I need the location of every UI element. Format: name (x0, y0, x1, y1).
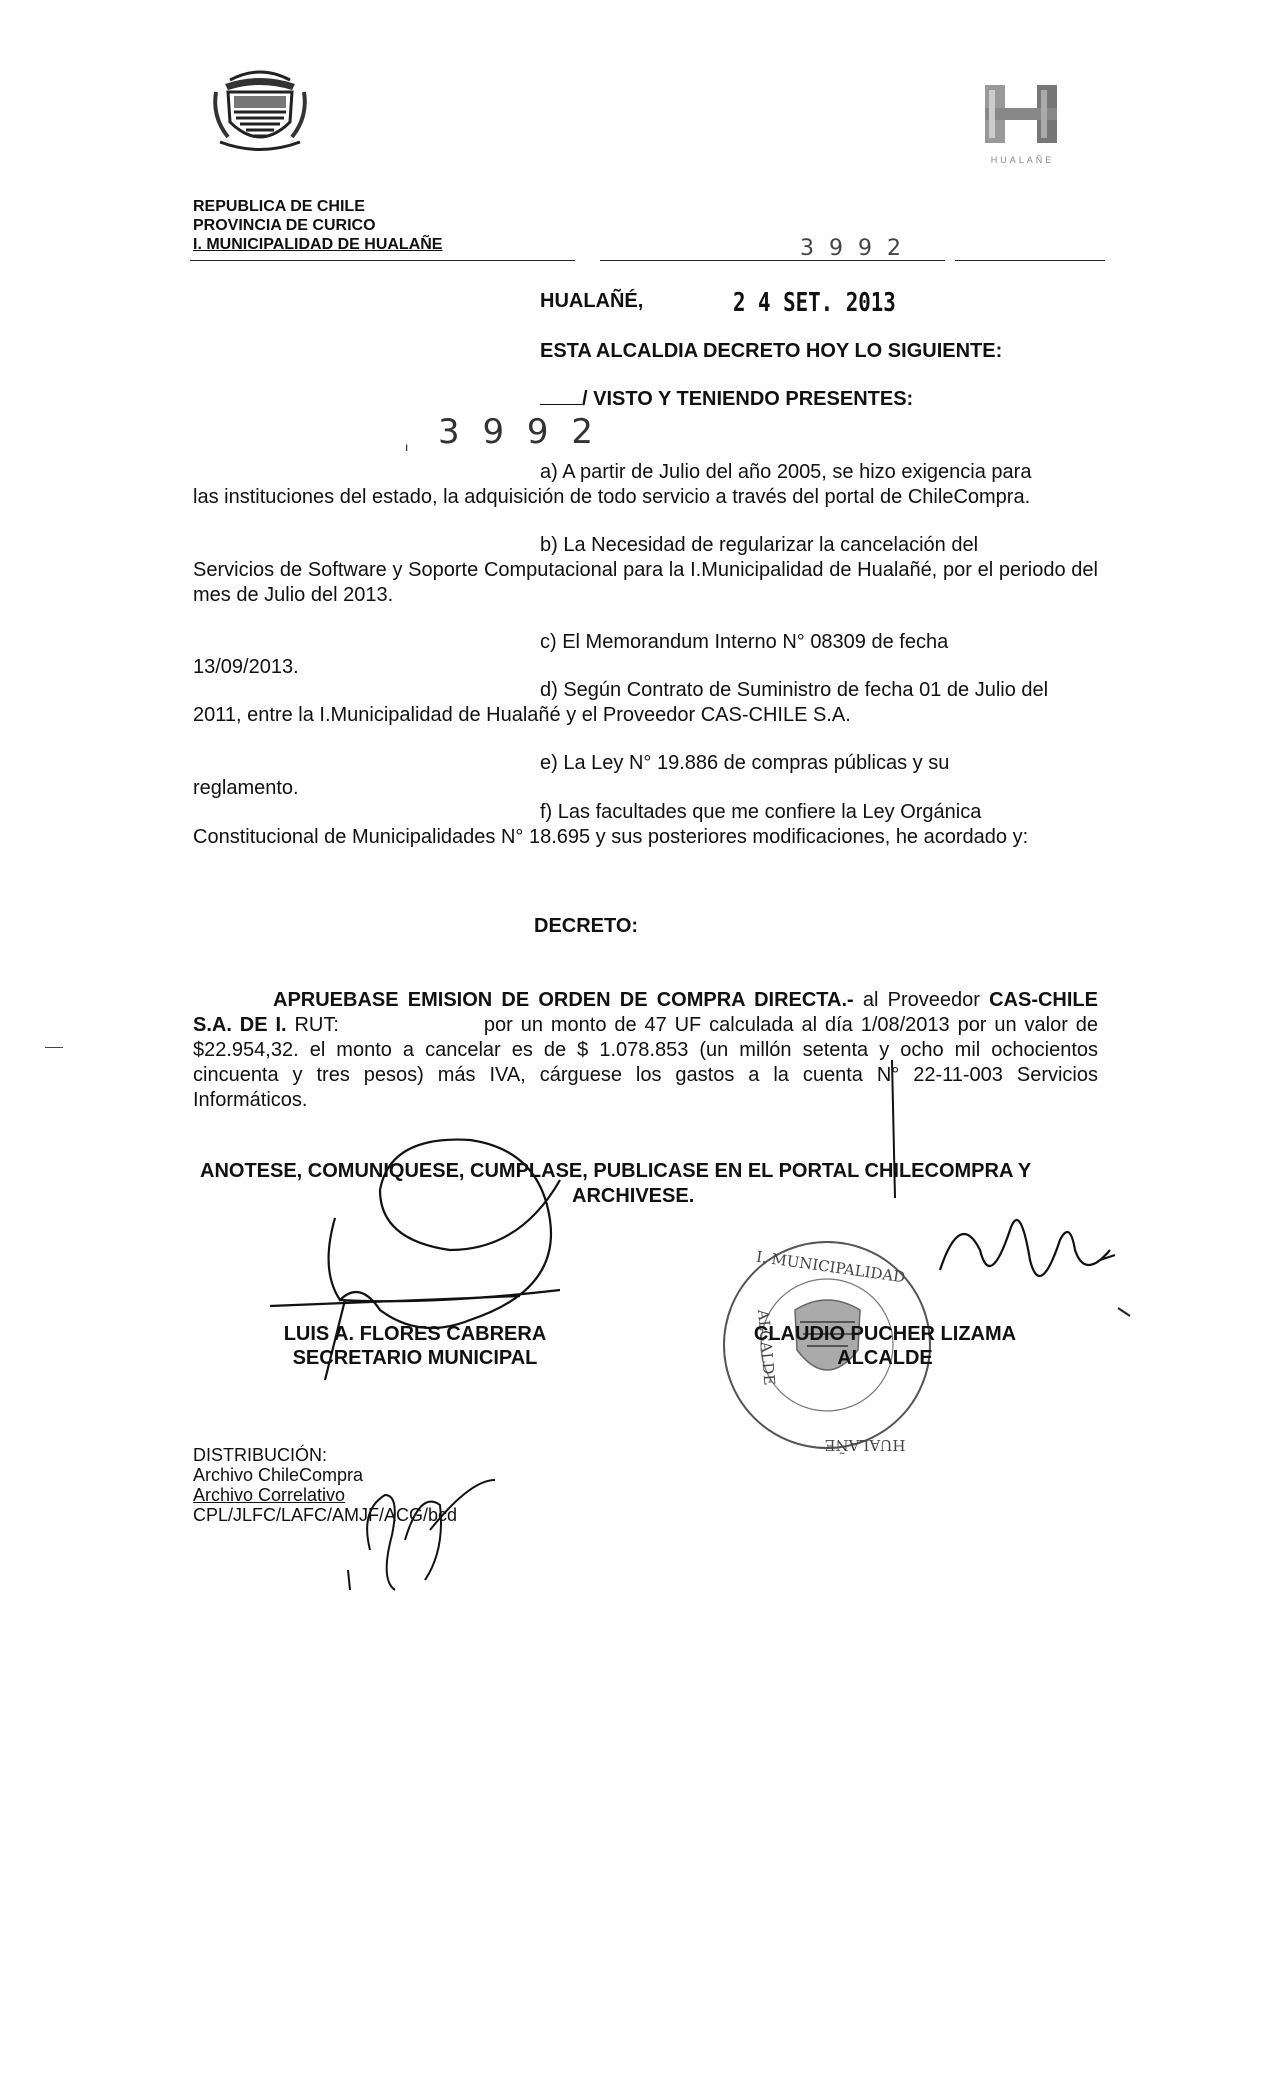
consideration-lead: d) Según Contrato de Suministro de fecha 01 de Julio del (540, 679, 1049, 701)
signatory-name: LUIS A. FLORES CABRERA (283, 1323, 547, 1345)
stamp-bottom-text: HUALAÑE (824, 1436, 906, 1454)
decree-rut: RUT: (294, 1014, 339, 1036)
consideration-a (193, 460, 1098, 510)
country-name: REPUBLICA DE CHILE (193, 198, 365, 215)
consideration-lead: f) Las facultades que me confiere la Ley Orgánica (540, 801, 982, 823)
consideration-rest: reglamento. (193, 777, 299, 799)
signatory-mayor (740, 1322, 1030, 1370)
decree-number-handwritten: 3 9 9 2 (438, 412, 599, 452)
consideration-lead: c) El Memorandum Interno N° 08309 de fecha (540, 631, 949, 653)
consideration-rest: Servicios de Software y Soporte Computacional para la I.Municipalidad de Hualañé, por el periodo del mes de Julio del 2013. (193, 559, 1098, 606)
decree-heading: DECRETO: (534, 915, 639, 937)
signatory-name: CLAUDIO PUCHER LIZAMA (753, 1323, 1017, 1345)
consideration-b (193, 533, 1098, 608)
place-label: HUALAÑÉ, (540, 290, 644, 312)
decree-intro: ESTA ALCALDIA DECRETO HOY LO SIGUIENTE: (540, 340, 1003, 362)
consideration-rest: 13/09/2013. (193, 656, 299, 678)
coat-of-arms-icon (210, 62, 310, 157)
consideration-rest: las instituciones del estado, la adquisición de todo servicio a través del portal de ChileCompra. (193, 486, 1031, 508)
signatures-overlay (0, 950, 1275, 2100)
consideration-e (193, 751, 1098, 801)
distribution-heading: DISTRIBUCIÓN: (193, 1445, 328, 1465)
margin-mark: ı (405, 440, 409, 454)
closing-line-1: ANOTESE, COMUNIQUESE, CUMPLASE, PUBLICASE EN EL PORTAL CHILECOMPRA Y (200, 1160, 1032, 1182)
municipality-name: I. MUNICIPALIDAD DE HUALAÑE (193, 236, 443, 253)
distribution-item: Archivo ChileCompra (193, 1465, 364, 1485)
decree-lead: APRUEBASE EMISION DE ORDEN DE COMPRA DIRECTA.- (273, 989, 854, 1011)
visto-line (540, 388, 913, 411)
vertical-pen-line (892, 1060, 895, 1198)
closing-line-2: ARCHIVESE. (572, 1185, 695, 1207)
hualane-logo (975, 80, 1070, 170)
signatory-secretary (260, 1322, 570, 1370)
consideration-f (193, 800, 1098, 850)
decree-provider: CAS-CHILE S.A. DE I. (193, 989, 1098, 1036)
consideration-rest: 2011, entre la I.Municipalidad de Hualañé y el Proveedor CAS-CHILE S.A. (193, 704, 851, 726)
visto-blank (540, 404, 582, 405)
header-rule-left (190, 260, 575, 261)
consideration-lead: e) La Ley N° 19.886 de compras públicas y su (540, 752, 950, 774)
letterhead (193, 197, 442, 254)
logo-caption: HUALAÑE (990, 155, 1055, 165)
consideration-d (193, 678, 1098, 728)
distribution-block (193, 1445, 457, 1525)
signatory-title: SECRETARIO MUNICIPAL (292, 1347, 538, 1369)
consideration-lead: b) La Necesidad de regularizar la cancelación del (540, 534, 979, 556)
province-name: PROVINCIA DE CURICO (193, 217, 376, 234)
consideration-lead: a) A partir de Julio del año 2005, se hizo exigencia para (540, 461, 1032, 483)
decree-text-3: por un monto de 47 UF calculada al día 1/08/2013 por un valor de $22.954,32. el monto a cancelar es de $ 1.078.853 (un millón setenta y ocho mil ochocientos cincuenta y tres pesos) más IVA, cárguese los gastos a la cuenta N° 22-11-003 Servicios Informáticos. (193, 1014, 1098, 1111)
hualane-h-logo-icon (975, 80, 1070, 150)
decree-number-handwritten-top: 3 9 9 2 (800, 236, 905, 261)
distribution-item: Archivo Correlativo (193, 1485, 346, 1505)
signatory-title: ALCALDE (837, 1347, 933, 1369)
mayor-signature (940, 1220, 1115, 1276)
consideration-c (193, 630, 1098, 680)
decree-date-stamp: 2 4 SET. 2013 (733, 288, 896, 318)
distribution-item: CPL/JLFC/LAFC/AMJF/ACG/bcd (193, 1505, 458, 1525)
stamp-top-text: I. MUNICIPALIDAD (755, 1247, 907, 1287)
municipal-coat-of-arms (210, 62, 310, 157)
visto-text: / VISTO Y TENIENDO PRESENTES: (582, 388, 914, 410)
stamp-side-text: ALCALDE (754, 1308, 779, 1387)
margin-tick-right (1118, 1308, 1130, 1316)
decree-text-1: al Proveedor (862, 989, 980, 1011)
consideration-rest: Constitucional de Municipalidades N° 18.695 y sus posteriores modificaciones, he acordado y: (193, 826, 1029, 848)
header-rule-right (955, 260, 1105, 261)
